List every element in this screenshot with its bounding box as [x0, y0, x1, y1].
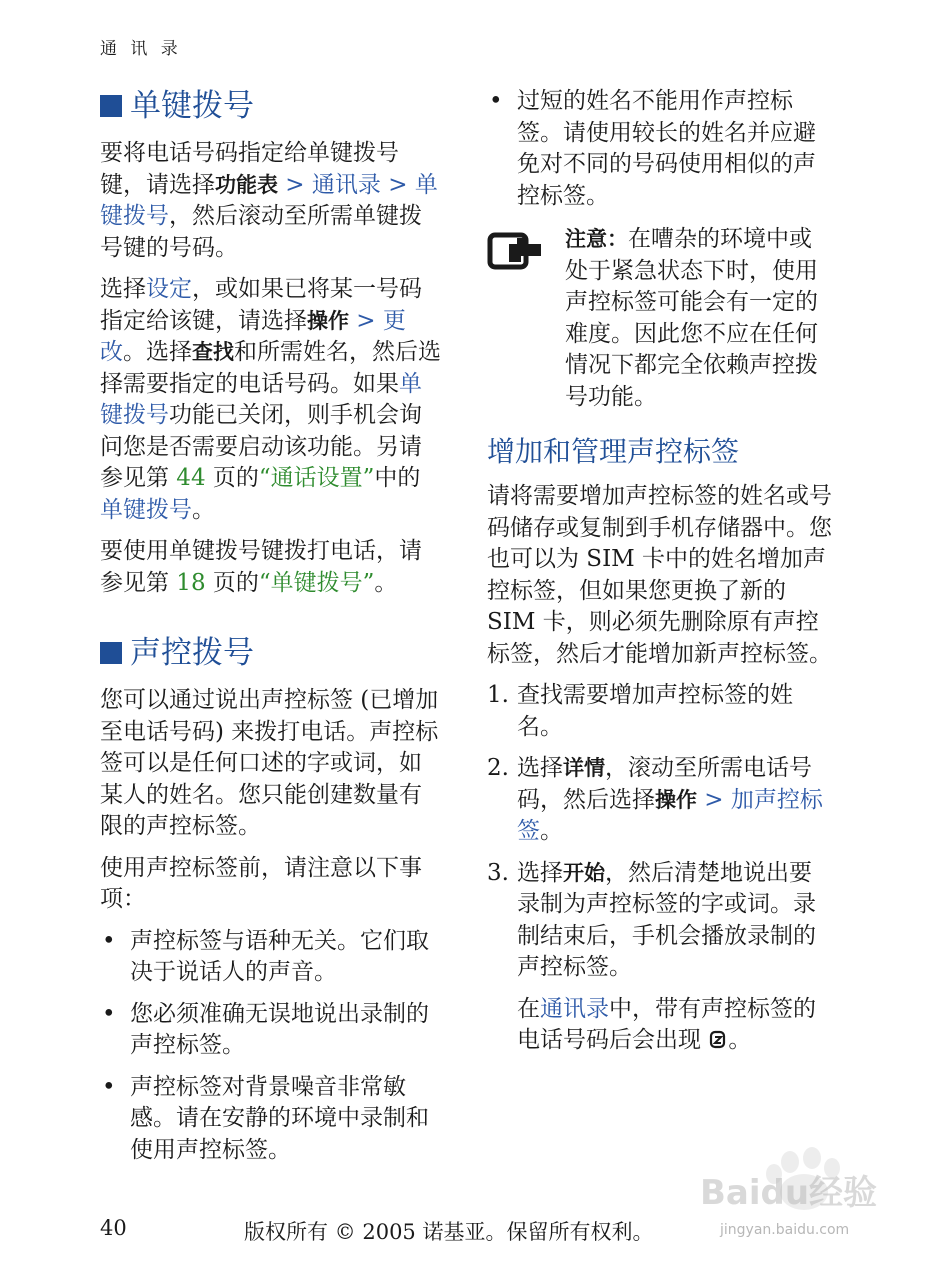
text: 页的 — [212, 569, 259, 596]
section-title: 单键拨号 — [130, 88, 254, 124]
list-item-text: 声控标签与语种无关。它们取决于说话人的声音。 — [130, 927, 429, 985]
section-heading-speed-dial — [100, 86, 442, 126]
menu-link: 通讯录 — [311, 171, 381, 198]
text: 。 — [192, 496, 215, 523]
menu-term: 操作 — [655, 787, 697, 812]
section-title: 声控拨号 — [130, 635, 254, 671]
list-item-text: 过短的姓名不能用作声控标签。请使用较长的姓名并应避免对不同的号码使用相似的声控标签。 — [517, 88, 816, 209]
bullet-icon: • — [102, 1000, 116, 1027]
menu-term: 查找 — [192, 340, 234, 364]
paragraph: 使用声控标签前，请注意以下事项： — [100, 854, 422, 912]
list-item — [487, 858, 832, 984]
bullet-icon: • — [489, 88, 503, 114]
paragraph — [100, 536, 442, 599]
bullet-icon: • — [102, 1073, 116, 1100]
list-item — [100, 1072, 442, 1167]
subsection-heading: 增加和管理声控标签 — [487, 435, 740, 468]
step-list — [487, 680, 832, 984]
bullet-icon: • — [102, 927, 116, 954]
list-item-text: 您必须准确无误地说出录制的声控标签。 — [130, 1000, 429, 1058]
section-square-icon — [100, 642, 122, 664]
menu-term: 详情 — [563, 756, 605, 780]
watermark-url: jingyan.baidu.com — [720, 1222, 850, 1238]
list-item-text: 查找需要增加声控标签的姓名。 — [517, 682, 793, 740]
text: 要使用单键拨号键拨打电话，请参见第 — [100, 538, 422, 596]
paragraph — [487, 994, 832, 1057]
left-column — [100, 86, 442, 1176]
text: 在嘈杂的环境中或处于紧急状态下时，使用声控标签可能会有一定的难度。因此您不应在任何情况下都完全依赖声控拨号功能。 — [565, 226, 818, 410]
text: 中的 — [374, 465, 421, 491]
voice-tag-icon — [708, 1030, 728, 1050]
note-hand-icon — [487, 232, 543, 272]
list-item-text: 声控标签对背景噪音非常敏感。请在安静的环境中录制和使用声控标签。 — [130, 1073, 429, 1163]
text: ，或如果已将某一号码指定给该键，请选择 — [100, 276, 422, 334]
section-square-icon — [100, 95, 122, 117]
page-ref-number: 18 — [169, 569, 213, 596]
list-item — [100, 926, 442, 989]
paragraph: 请将需要增加声控标签的姓名或号码储存或复制到手机存储器中。您也可以为 SIM 卡中的姓名增加声控标签，但如果您更换了新的 SIM 卡，则必须先删除原有声控标签，然后才能增加新声控标签。 — [487, 483, 832, 667]
text: 。 — [728, 1027, 752, 1053]
separator: > — [380, 171, 415, 198]
text: 。 — [374, 569, 398, 596]
copyright-notice: 版权所有 © 2005 诺基亚。保留所有权利。 — [244, 1220, 654, 1244]
text: 功能已关闭，则手机会询问您是否需要启动该功能。另请参见第 — [100, 402, 422, 491]
paragraph: 您可以通过说出声控标签 (已增加至电话号码) 来拨打电话。声控标签可以是任何口述的字或词，如某人的姓名。您只能创建数量有限的声控标签。 — [100, 687, 439, 839]
bullet-list — [100, 926, 442, 1167]
step-number: 2. — [487, 755, 509, 781]
section-heading-voice-dial — [100, 633, 442, 673]
menu-term: 开始 — [563, 860, 605, 885]
menu-link: 设定 — [146, 276, 192, 302]
cross-reference: “单键拨号” — [258, 569, 375, 596]
menu-link: 单键拨号 — [100, 496, 192, 523]
separator: > — [349, 307, 383, 334]
note-label: 注意： — [565, 227, 628, 251]
text: 和所需姓名，然后选择需要指定的电话号码。如果 — [100, 339, 441, 397]
menu-term: 功能表 — [215, 172, 278, 197]
right-column — [487, 86, 832, 1067]
cross-reference: “通话设置” — [258, 465, 375, 491]
text: 选择 — [100, 276, 146, 302]
text: 页的 — [212, 465, 259, 491]
paragraph — [100, 274, 442, 526]
menu-term: 操作 — [307, 308, 349, 333]
menu-link: 更改 — [100, 307, 406, 365]
text: 在 — [517, 995, 540, 1022]
text: ，然后清楚地说出要录制为声控标签的字或词。录制结束后，手机会播放录制的声控标签。 — [517, 859, 816, 980]
menu-link: 单键拨号 — [100, 370, 422, 428]
menu-link: 加声控标签 — [517, 786, 823, 844]
step-number: 1. — [487, 682, 509, 708]
text: ，然后滚动至所需单键拨号键的号码。 — [100, 203, 422, 261]
watermark-brand: Baidu经验 — [700, 1173, 878, 1213]
paragraph — [100, 138, 442, 264]
page-ref-number: 44 — [169, 465, 213, 491]
list-item — [487, 753, 832, 848]
list-item — [487, 86, 832, 212]
menu-link: 通讯录 — [540, 995, 609, 1022]
list-item — [487, 680, 832, 743]
note-text — [565, 224, 832, 413]
running-header: 通 讯 录 — [100, 39, 182, 59]
text: 要将电话号码指定给单键拨号键，请选择 — [100, 140, 399, 198]
separator: > — [278, 171, 312, 198]
text: ，滚动至所需电话号码，然后选择 — [517, 755, 812, 813]
note-box — [487, 224, 832, 413]
page-number: 40 — [100, 1216, 127, 1240]
step-number: 3. — [487, 859, 509, 886]
separator: > — [697, 786, 731, 813]
bullet-list — [487, 86, 832, 212]
text: 。 — [540, 818, 563, 844]
text: 选择 — [517, 755, 563, 781]
text: 中，带有声控标签的电话号码后会出现 — [517, 995, 816, 1053]
text: 选择 — [517, 859, 563, 886]
menu-link: 单键拨号 — [100, 171, 438, 229]
text: 。选择 — [123, 339, 192, 365]
list-item — [100, 999, 442, 1062]
